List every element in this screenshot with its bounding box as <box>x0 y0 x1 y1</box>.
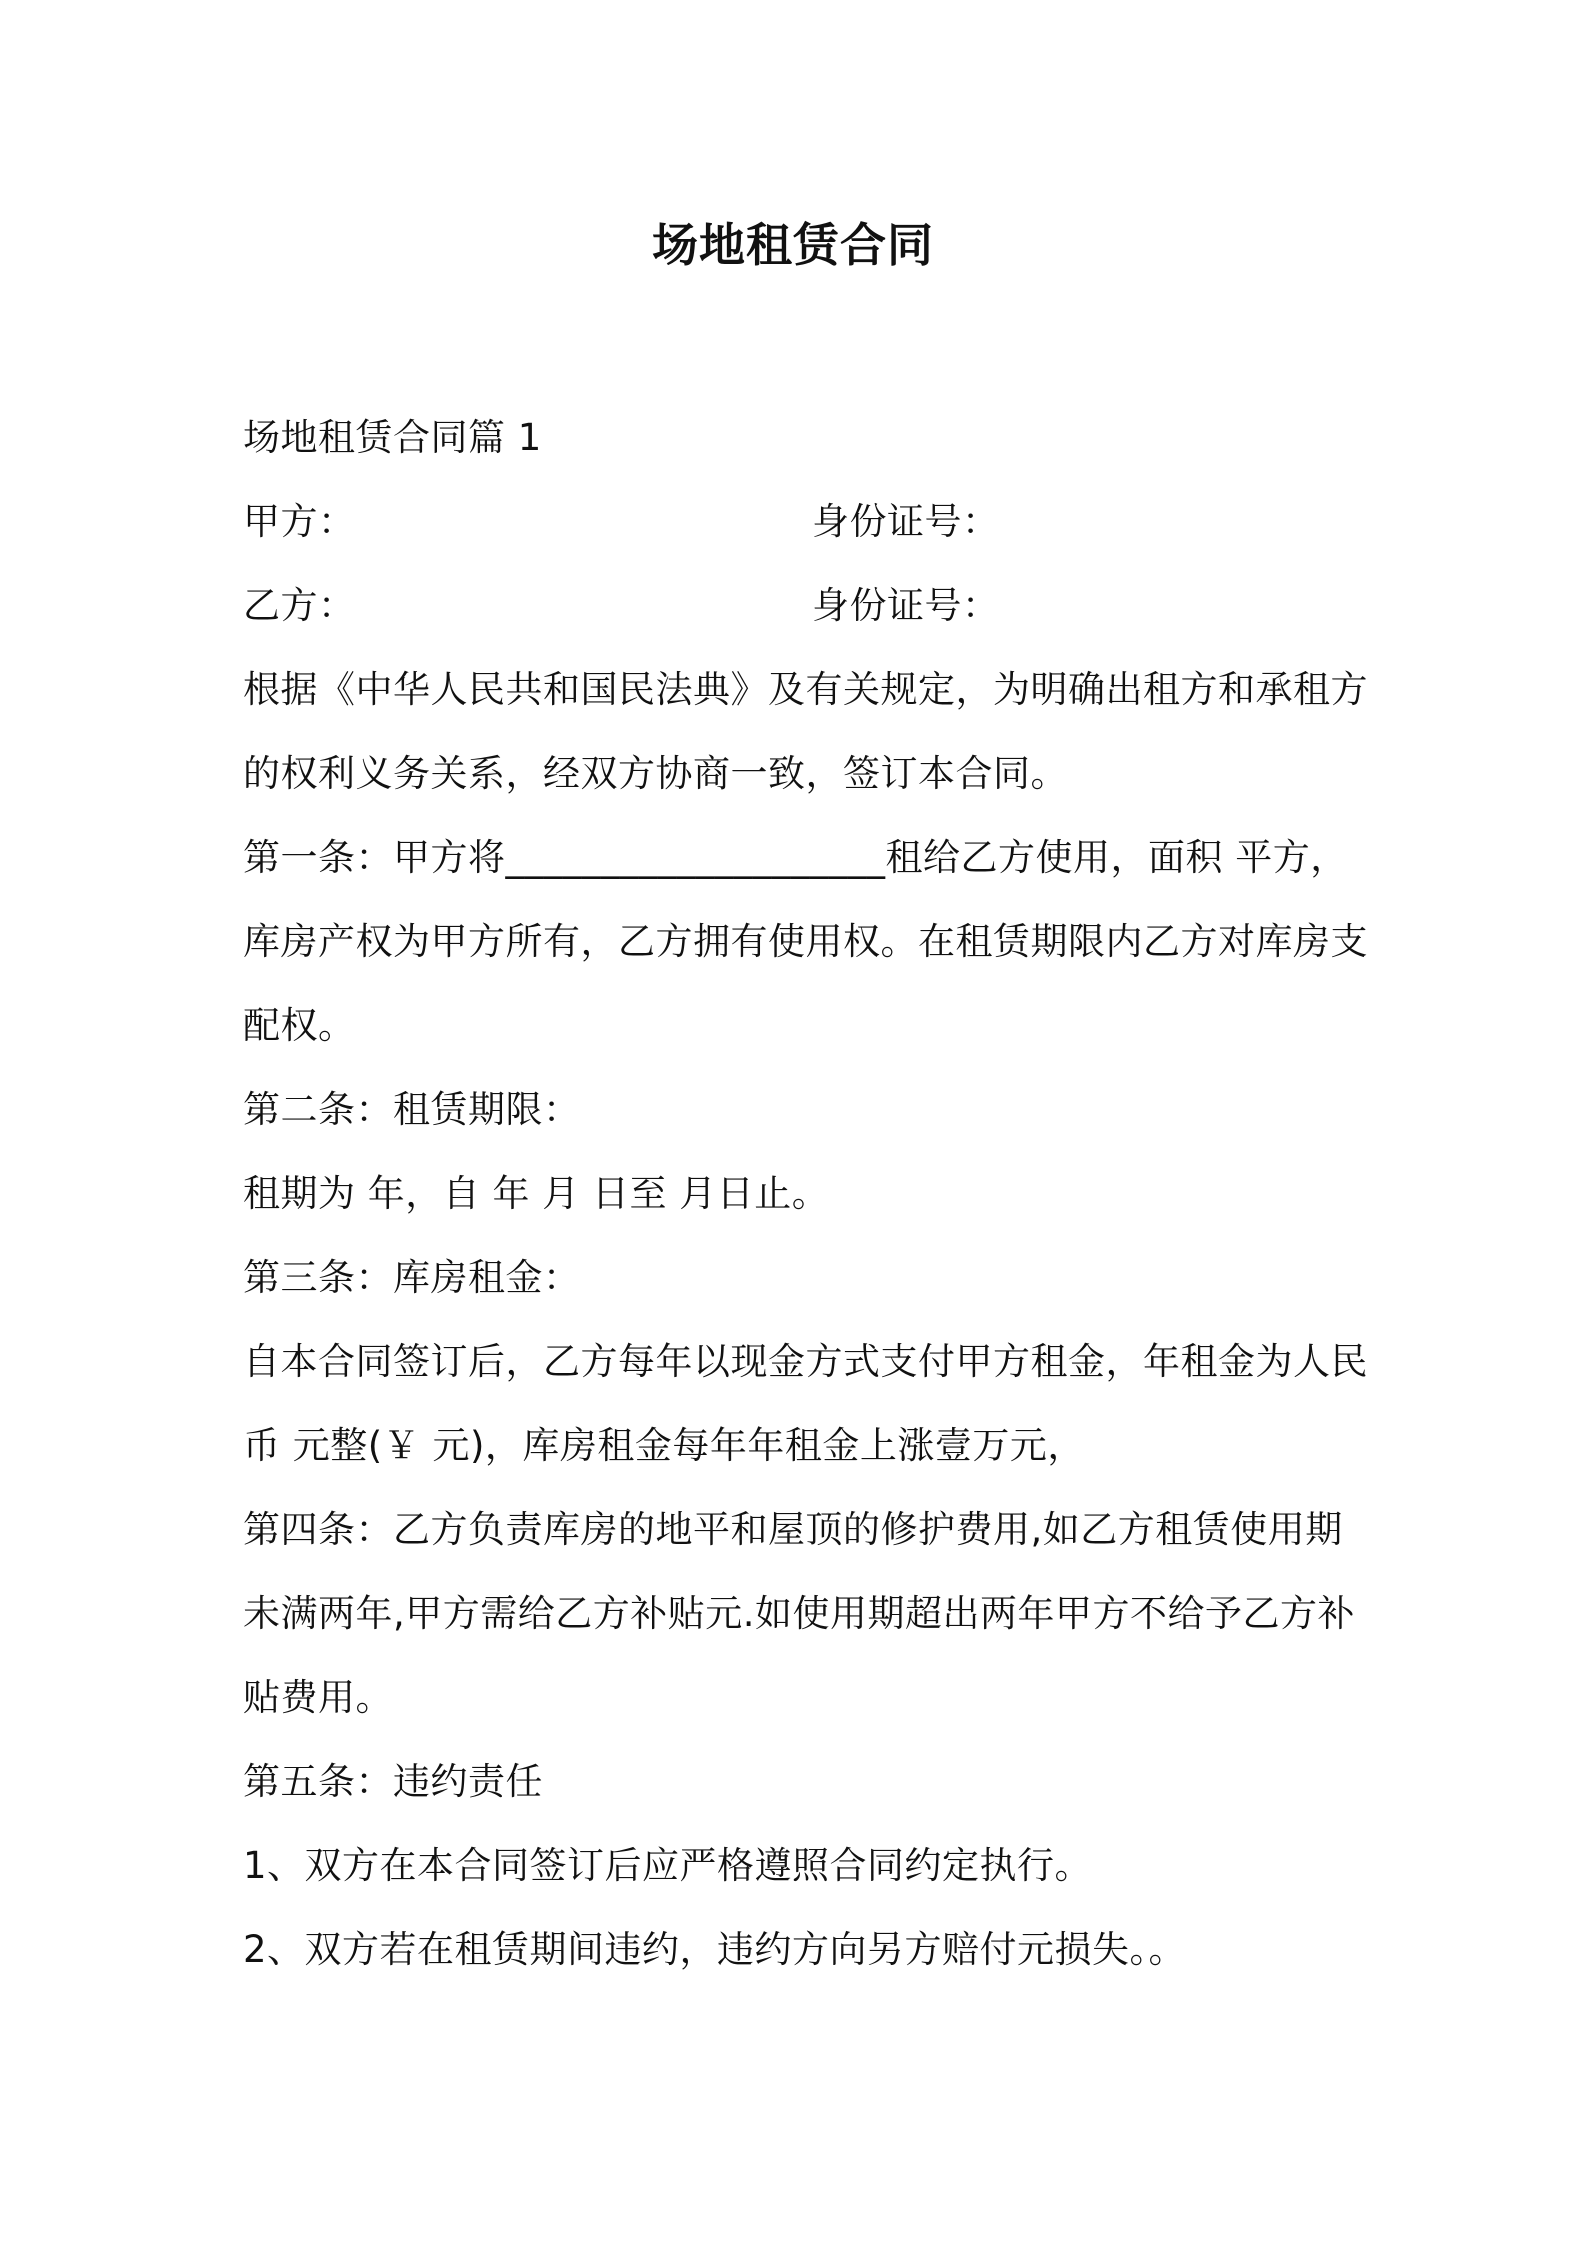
paragraph-line: 贴费用。 <box>243 1676 393 1719</box>
list-item: 1、双方在本合同签订后应严格遵照合同约定执行。 <box>243 1844 1093 1887</box>
document-title: 场地租赁合同 <box>652 218 934 272</box>
paragraph-line: 配权。 <box>243 1004 356 1047</box>
article-2-heading: 第二条：租赁期限： <box>243 1088 581 1131</box>
paragraph-line: 未满两年,甲方需给乙方补贴元.如使用期超出两年甲方不给予乙方补 <box>243 1592 1356 1635</box>
party-b-label: 乙方： <box>243 584 356 627</box>
party-b-id-label: 身份证号： <box>812 584 1000 627</box>
list-item: 2、双方若在租赁期间违约，违约方向另方赔付元损失。。 <box>243 1928 1187 1971</box>
article-3-heading: 第三条：库房租金： <box>243 1256 581 1299</box>
article-1-line: 第一条：甲方将____________________租给乙方使用，面积 平方， <box>243 836 1348 879</box>
paragraph-line: 自本合同签订后，乙方每年以现金方式支付甲方租金，年租金为人民 <box>243 1340 1368 1383</box>
paragraph-line: 租期为 年，自 年 月 日至 月日止。 <box>243 1172 830 1215</box>
paragraph-line: 库房产权为甲方所有，乙方拥有使用权。在租赁期限内乙方对库房支 <box>243 920 1368 963</box>
party-a-label: 甲方： <box>243 500 356 543</box>
paragraph-line: 币 元整(￥ 元)，库房租金每年年租金上涨壹万元， <box>243 1424 1085 1467</box>
article-4-line: 第四条：乙方负责库房的地平和屋顶的修护费用,如乙方租赁使用期 <box>243 1508 1343 1551</box>
article-5-heading: 第五条：违约责任 <box>243 1760 543 1803</box>
paragraph-line: 的权利义务关系，经双方协商一致，签订本合同。 <box>243 752 1068 795</box>
paragraph-line: 根据《中华人民共和国民法典》及有关规定，为明确出租方和承租方 <box>243 668 1368 711</box>
section-heading: 场地租赁合同篇 1 <box>243 416 542 459</box>
party-a-id-label: 身份证号： <box>812 500 1000 543</box>
